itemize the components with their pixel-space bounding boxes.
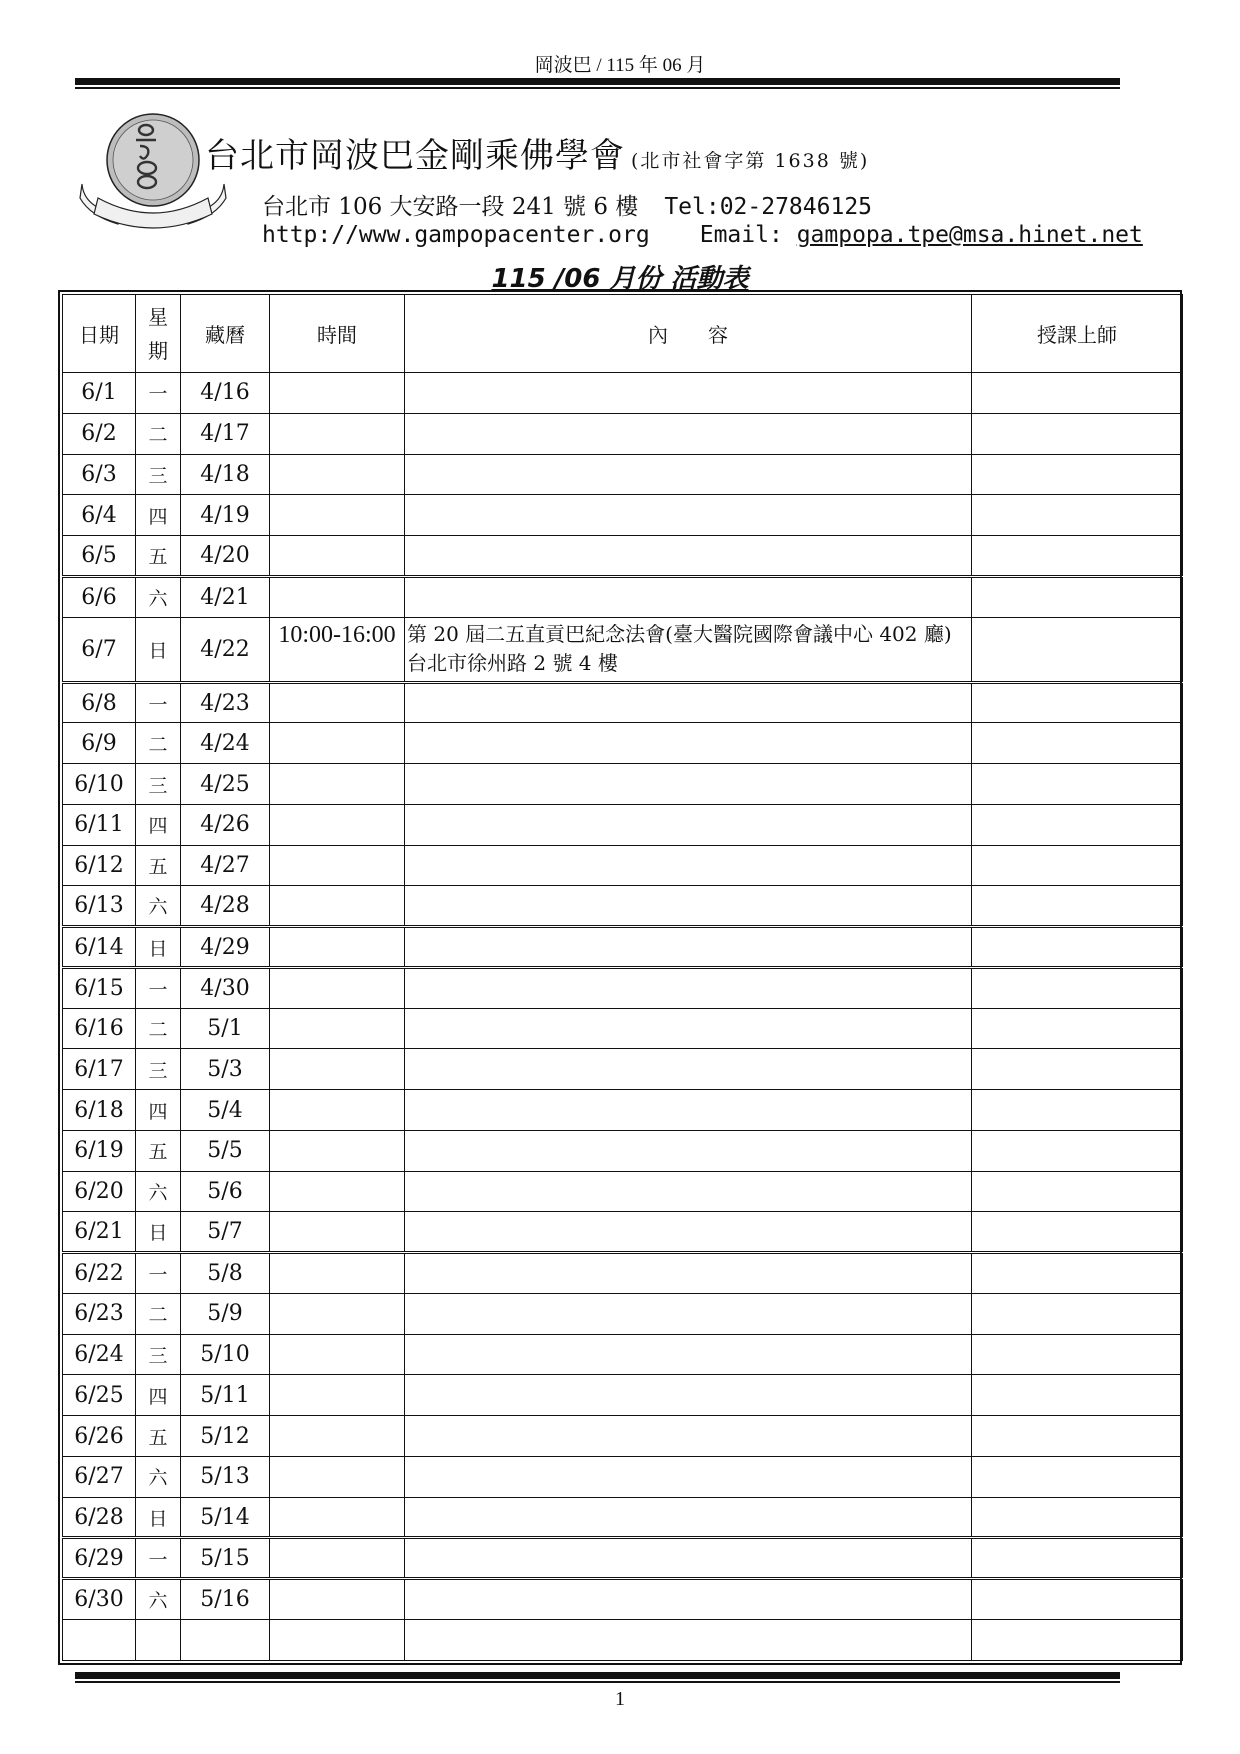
cell-weekday: 五 bbox=[136, 536, 181, 577]
cell-date: 6/27 bbox=[63, 1456, 136, 1497]
cell-teacher bbox=[972, 1619, 1183, 1660]
cell-teacher bbox=[972, 1579, 1183, 1620]
table-row bbox=[63, 1456, 1183, 1497]
cell-weekday: 二 bbox=[136, 723, 181, 764]
header-teacher: 授課上師 bbox=[972, 295, 1183, 373]
cell-date: 6/5 bbox=[63, 536, 136, 577]
table-row bbox=[63, 1375, 1183, 1416]
cell-content bbox=[405, 1130, 972, 1171]
cell-date: 6/13 bbox=[63, 886, 136, 927]
cell-teacher bbox=[972, 1416, 1183, 1457]
cell-content bbox=[405, 1212, 972, 1253]
registration-number: (北市社會字第 1638 號) bbox=[631, 150, 870, 172]
cell-teacher bbox=[972, 1456, 1183, 1497]
top-rule-thin bbox=[75, 87, 1120, 89]
cell-lunar: 5/13 bbox=[181, 1456, 270, 1497]
table-row bbox=[63, 764, 1183, 805]
cell-date: 6/2 bbox=[63, 413, 136, 454]
cell-content bbox=[405, 764, 972, 805]
table-row bbox=[63, 617, 1183, 682]
cell-lunar: 4/24 bbox=[181, 723, 270, 764]
header-date: 日期 bbox=[63, 295, 136, 373]
cell-lunar: 5/15 bbox=[181, 1538, 270, 1579]
cell-weekday: 六 bbox=[136, 1456, 181, 1497]
cell-lunar: 4/28 bbox=[181, 886, 270, 927]
table-row bbox=[63, 454, 1183, 495]
table-row bbox=[63, 804, 1183, 845]
cell-teacher bbox=[972, 1293, 1183, 1334]
cell-lunar: 5/9 bbox=[181, 1293, 270, 1334]
cell-lunar: 4/17 bbox=[181, 413, 270, 454]
table-body bbox=[63, 373, 1183, 1661]
cell-teacher bbox=[972, 454, 1183, 495]
table-row bbox=[63, 1171, 1183, 1212]
table-row bbox=[63, 1293, 1183, 1334]
cell-time bbox=[270, 536, 405, 577]
cell-content bbox=[405, 495, 972, 536]
cell-lunar: 5/8 bbox=[181, 1253, 270, 1294]
cell-teacher bbox=[972, 886, 1183, 927]
cell-time bbox=[270, 804, 405, 845]
cell-weekday: 六 bbox=[136, 1579, 181, 1620]
web-line bbox=[262, 222, 1143, 248]
cell-lunar: 5/14 bbox=[181, 1497, 270, 1538]
cell-date: 6/12 bbox=[63, 845, 136, 886]
cell-weekday: 三 bbox=[136, 764, 181, 805]
cell-lunar: 5/4 bbox=[181, 1090, 270, 1131]
schedule-table bbox=[62, 294, 1183, 1661]
cell-date: 6/20 bbox=[63, 1171, 136, 1212]
cell-time bbox=[270, 454, 405, 495]
table-row bbox=[63, 1049, 1183, 1090]
cell-time bbox=[270, 1212, 405, 1253]
cell-lunar: 4/23 bbox=[181, 682, 270, 723]
cell-teacher bbox=[972, 536, 1183, 577]
cell-date: 6/9 bbox=[63, 723, 136, 764]
cell-time bbox=[270, 1416, 405, 1457]
cell-date: 6/4 bbox=[63, 495, 136, 536]
cell-weekday: 六 bbox=[136, 886, 181, 927]
cell-teacher bbox=[972, 1375, 1183, 1416]
cell-time bbox=[270, 967, 405, 1008]
cell-content bbox=[405, 682, 972, 723]
cell-content bbox=[405, 886, 972, 927]
header-content: 內 容 bbox=[405, 295, 972, 373]
cell-date: 6/18 bbox=[63, 1090, 136, 1131]
table-row bbox=[63, 927, 1183, 968]
cell-lunar: 4/25 bbox=[181, 764, 270, 805]
cell-date: 6/25 bbox=[63, 1375, 136, 1416]
cell-lunar: 5/11 bbox=[181, 1375, 270, 1416]
cell-teacher bbox=[972, 495, 1183, 536]
cell-teacher bbox=[972, 1538, 1183, 1579]
cell-time bbox=[270, 682, 405, 723]
header-weekday-line-1: 星 bbox=[148, 304, 168, 329]
table-row bbox=[63, 967, 1183, 1008]
cell-time bbox=[270, 413, 405, 454]
cell-lunar: 4/30 bbox=[181, 967, 270, 1008]
cell-teacher bbox=[972, 1049, 1183, 1090]
cell-date: 6/1 bbox=[63, 373, 136, 414]
cell-content bbox=[405, 576, 972, 617]
cell-content bbox=[405, 1619, 972, 1660]
cell-lunar: 4/20 bbox=[181, 536, 270, 577]
cell-date: 6/28 bbox=[63, 1497, 136, 1538]
cell-lunar: 4/29 bbox=[181, 927, 270, 968]
email-label: Email: bbox=[699, 222, 783, 248]
cell-teacher bbox=[972, 927, 1183, 968]
cell-date: 6/8 bbox=[63, 682, 136, 723]
cell-teacher bbox=[972, 413, 1183, 454]
cell-content bbox=[405, 373, 972, 414]
cell-teacher bbox=[972, 1008, 1183, 1049]
cell-content bbox=[405, 1497, 972, 1538]
cell-content bbox=[405, 967, 972, 1008]
cell-date: 6/14 bbox=[63, 927, 136, 968]
cell-time bbox=[270, 1293, 405, 1334]
cell-lunar: 5/7 bbox=[181, 1212, 270, 1253]
cell-content bbox=[405, 454, 972, 495]
cell-date: 6/16 bbox=[63, 1008, 136, 1049]
cell-weekday: 二 bbox=[136, 1008, 181, 1049]
cell-lunar: 5/6 bbox=[181, 1171, 270, 1212]
cell-content bbox=[405, 1579, 972, 1620]
cell-time: 10:00-16:00 bbox=[270, 617, 405, 682]
table-row bbox=[63, 1334, 1183, 1375]
cell-date: 6/6 bbox=[63, 576, 136, 617]
table-row bbox=[63, 1253, 1183, 1294]
table-row bbox=[63, 373, 1183, 414]
cell-weekday: 四 bbox=[136, 804, 181, 845]
cell-weekday: 六 bbox=[136, 576, 181, 617]
address: 台北市 106 大安路一段 241 號 6 樓 bbox=[262, 194, 639, 220]
cell-weekday bbox=[136, 1619, 181, 1660]
cell-weekday: 五 bbox=[136, 1416, 181, 1457]
cell-content bbox=[405, 1293, 972, 1334]
cell-date: 6/24 bbox=[63, 1334, 136, 1375]
cell-teacher bbox=[972, 764, 1183, 805]
cell-weekday: 六 bbox=[136, 1171, 181, 1212]
cell-lunar: 4/21 bbox=[181, 576, 270, 617]
cell-date: 6/10 bbox=[63, 764, 136, 805]
cell-weekday: 一 bbox=[136, 682, 181, 723]
cell-content bbox=[405, 1375, 972, 1416]
cell-lunar: 4/18 bbox=[181, 454, 270, 495]
bottom-rule-thin bbox=[75, 1681, 1120, 1683]
cell-content bbox=[405, 804, 972, 845]
cell-weekday: 四 bbox=[136, 495, 181, 536]
cell-time bbox=[270, 495, 405, 536]
cell-teacher bbox=[972, 617, 1183, 682]
table-row bbox=[63, 413, 1183, 454]
cell-weekday: 日 bbox=[136, 1212, 181, 1253]
cell-date: 6/21 bbox=[63, 1212, 136, 1253]
header-weekday-line-2: 期 bbox=[148, 338, 168, 363]
cell-lunar: 5/1 bbox=[181, 1008, 270, 1049]
cell-lunar: 4/22 bbox=[181, 617, 270, 682]
cell-weekday: 日 bbox=[136, 617, 181, 682]
table-row bbox=[63, 495, 1183, 536]
cell-content bbox=[405, 1090, 972, 1131]
cell-weekday: 一 bbox=[136, 967, 181, 1008]
cell-teacher bbox=[972, 804, 1183, 845]
cell-time bbox=[270, 1456, 405, 1497]
address-line bbox=[262, 188, 872, 221]
table-row bbox=[63, 536, 1183, 577]
website-link[interactable]: http://www.gampopacenter.org bbox=[262, 222, 650, 248]
cell-weekday: 一 bbox=[136, 373, 181, 414]
cell-weekday: 四 bbox=[136, 1375, 181, 1416]
cell-content bbox=[405, 536, 972, 577]
cell-content bbox=[405, 1334, 972, 1375]
telephone: Tel:02-27846125 bbox=[664, 194, 873, 220]
table-row bbox=[63, 682, 1183, 723]
cell-lunar bbox=[181, 1619, 270, 1660]
cell-teacher bbox=[972, 682, 1183, 723]
cell-content bbox=[405, 845, 972, 886]
cell-content bbox=[405, 1008, 972, 1049]
cell-date: 6/26 bbox=[63, 1416, 136, 1457]
table-row bbox=[63, 723, 1183, 764]
header-lunar: 藏曆 bbox=[181, 295, 270, 373]
cell-time bbox=[270, 1579, 405, 1620]
header-weekday bbox=[136, 295, 181, 373]
cell-time bbox=[270, 723, 405, 764]
cell-content bbox=[405, 927, 972, 968]
cell-teacher bbox=[972, 1171, 1183, 1212]
table-row bbox=[63, 1579, 1183, 1620]
cell-weekday: 四 bbox=[136, 1090, 181, 1131]
cell-weekday: 三 bbox=[136, 454, 181, 495]
cell-teacher bbox=[972, 1212, 1183, 1253]
cell-date: 6/22 bbox=[63, 1253, 136, 1294]
cell-weekday: 二 bbox=[136, 1293, 181, 1334]
cell-teacher bbox=[972, 373, 1183, 414]
cell-time bbox=[270, 576, 405, 617]
cell-lunar: 4/19 bbox=[181, 495, 270, 536]
cell-content bbox=[405, 1416, 972, 1457]
cell-lunar: 4/16 bbox=[181, 373, 270, 414]
cell-time bbox=[270, 764, 405, 805]
cell-date: 6/30 bbox=[63, 1579, 136, 1620]
cell-time bbox=[270, 1497, 405, 1538]
table-row bbox=[63, 576, 1183, 617]
cell-content bbox=[405, 1253, 972, 1294]
cell-time bbox=[270, 1375, 405, 1416]
cell-teacher bbox=[972, 1253, 1183, 1294]
cell-weekday: 一 bbox=[136, 1538, 181, 1579]
cell-teacher bbox=[972, 845, 1183, 886]
cell-content bbox=[405, 1049, 972, 1090]
cell-time bbox=[270, 1008, 405, 1049]
page-number: 1 bbox=[615, 1688, 625, 1710]
cell-time bbox=[270, 1130, 405, 1171]
cell-date: 6/19 bbox=[63, 1130, 136, 1171]
sheet-title: 115 /06 月份 活動表 bbox=[491, 264, 749, 294]
cell-weekday: 一 bbox=[136, 1253, 181, 1294]
table-row bbox=[63, 1130, 1183, 1171]
cell-date: 6/17 bbox=[63, 1049, 136, 1090]
cell-lunar: 5/12 bbox=[181, 1416, 270, 1457]
cell-lunar: 5/3 bbox=[181, 1049, 270, 1090]
cell-date: 6/23 bbox=[63, 1293, 136, 1334]
bottom-rule bbox=[75, 1672, 1120, 1679]
cell-lunar: 5/16 bbox=[181, 1579, 270, 1620]
cell-teacher bbox=[972, 723, 1183, 764]
running-head: 岡波巴 / 115 年 06 月 bbox=[534, 55, 706, 76]
schedule-table-frame bbox=[58, 290, 1182, 1665]
cell-teacher bbox=[972, 1130, 1183, 1171]
cell-time bbox=[270, 1334, 405, 1375]
cell-weekday: 五 bbox=[136, 1130, 181, 1171]
cell-teacher bbox=[972, 1090, 1183, 1131]
cell-teacher bbox=[972, 967, 1183, 1008]
table-row bbox=[63, 1212, 1183, 1253]
cell-content bbox=[405, 723, 972, 764]
cell-time bbox=[270, 1090, 405, 1131]
table-row bbox=[63, 1008, 1183, 1049]
header-time: 時間 bbox=[270, 295, 405, 373]
cell-content bbox=[405, 1538, 972, 1579]
table-row bbox=[63, 1538, 1183, 1579]
organization-name bbox=[205, 128, 869, 177]
cell-time bbox=[270, 373, 405, 414]
cell-teacher bbox=[972, 1497, 1183, 1538]
cell-lunar: 5/5 bbox=[181, 1130, 270, 1171]
cell-teacher bbox=[972, 576, 1183, 617]
cell-content bbox=[405, 1171, 972, 1212]
table-row bbox=[63, 886, 1183, 927]
cell-date: 6/7 bbox=[63, 617, 136, 682]
cell-content: 第 20 屆二五直貢巴紀念法會(臺大醫院國際會議中心 402 廳)台北市徐州路 2 號 4 樓 bbox=[405, 617, 972, 682]
cell-date: 6/11 bbox=[63, 804, 136, 845]
cell-time bbox=[270, 845, 405, 886]
cell-weekday: 三 bbox=[136, 1334, 181, 1375]
cell-date: 6/15 bbox=[63, 967, 136, 1008]
cell-weekday: 五 bbox=[136, 845, 181, 886]
cell-time bbox=[270, 1049, 405, 1090]
cell-time bbox=[270, 1538, 405, 1579]
cell-lunar: 4/26 bbox=[181, 804, 270, 845]
cell-time bbox=[270, 1619, 405, 1660]
cell-teacher bbox=[972, 1334, 1183, 1375]
cell-content bbox=[405, 413, 972, 454]
cell-weekday: 日 bbox=[136, 927, 181, 968]
organization-name-text: 台北市岡波巴金剛乘佛學會 bbox=[205, 136, 625, 176]
cell-weekday: 二 bbox=[136, 413, 181, 454]
cell-weekday: 三 bbox=[136, 1049, 181, 1090]
cell-time bbox=[270, 1253, 405, 1294]
cell-weekday: 日 bbox=[136, 1497, 181, 1538]
cell-lunar: 5/10 bbox=[181, 1334, 270, 1375]
table-row bbox=[63, 1416, 1183, 1457]
table-row bbox=[63, 1619, 1183, 1660]
cell-date bbox=[63, 1619, 136, 1660]
cell-time bbox=[270, 1171, 405, 1212]
cell-time bbox=[270, 927, 405, 968]
table-row bbox=[63, 1090, 1183, 1131]
table-row bbox=[63, 845, 1183, 886]
cell-content bbox=[405, 1456, 972, 1497]
table-header-row bbox=[63, 295, 1183, 373]
cell-time bbox=[270, 886, 405, 927]
cell-date: 6/29 bbox=[63, 1538, 136, 1579]
email-link[interactable]: gampopa.tpe@msa.hinet.net bbox=[796, 222, 1143, 248]
top-rule bbox=[75, 78, 1120, 85]
cell-date: 6/3 bbox=[63, 454, 136, 495]
table-row bbox=[63, 1497, 1183, 1538]
cell-lunar: 4/27 bbox=[181, 845, 270, 886]
